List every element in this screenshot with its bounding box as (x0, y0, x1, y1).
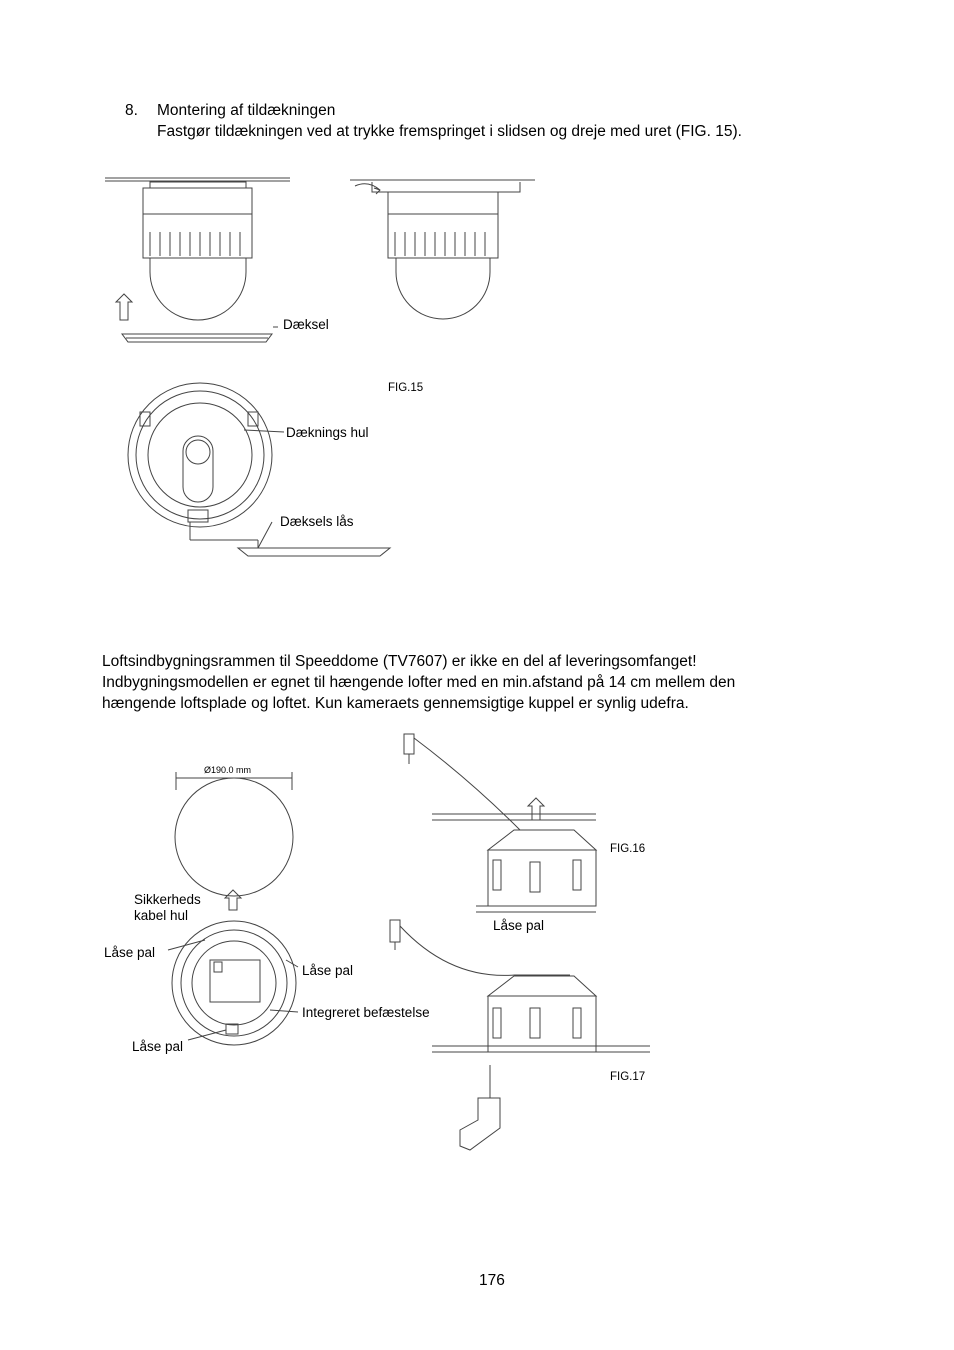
label-safety-cable-hole-1: Sikkerheds (134, 892, 201, 907)
label-lock-left: Låse pal (104, 945, 156, 960)
section-heading: Montering af tildækningen (157, 102, 336, 119)
fig16-caption: FIG.16 (610, 843, 646, 855)
label-cover-hole: Dæknings hul (286, 425, 369, 440)
page-number: 176 (479, 1272, 505, 1289)
fig15-caption: FIG.15 (388, 382, 424, 394)
label-lock-bottom: Låse pal (132, 1039, 184, 1054)
label-lock-right: Låse pal (302, 963, 354, 978)
label-safety-cable-hole-2: kabel hul (134, 908, 189, 923)
label-lock-side: Låse pal (493, 918, 545, 933)
fig17-caption: FIG.17 (610, 1071, 646, 1083)
ceiling-mount-side-view-fig16 (404, 734, 596, 912)
label-cover-lock: Dæksels lås (280, 514, 354, 529)
dome-camera-right-drawing (350, 180, 535, 319)
ceiling-mount-side-view-fig17 (390, 920, 650, 1150)
label-cover: Dæksel (283, 317, 329, 332)
paragraph-line-2: Indbygningsmodellen er egnet til hængende lofter med en min.afstand på 14 cm mellem den (102, 674, 736, 691)
dimension-label: Ø190.0 mm (204, 765, 252, 775)
paragraph-line-1: Loftsindbygningsrammen til Speeddome (TV7607) er ikke en del af leveringsomfanget! (102, 653, 697, 670)
paragraph-line-3: hængende loftsplade og loftet. Kun kameraets gennemsigtige kuppel er synlig udefra. (102, 695, 689, 712)
cover-plate-topview-drawing (128, 383, 390, 556)
dome-camera-left-drawing (105, 178, 290, 342)
section-number: 8. (125, 102, 138, 119)
section-instruction: Fastgør tildækningen ved at trykke fremspringet i slidsen og dreje med uret (FIG. 15). (157, 123, 742, 140)
label-integrated-mount: Integreret befæstelse (302, 1005, 430, 1020)
